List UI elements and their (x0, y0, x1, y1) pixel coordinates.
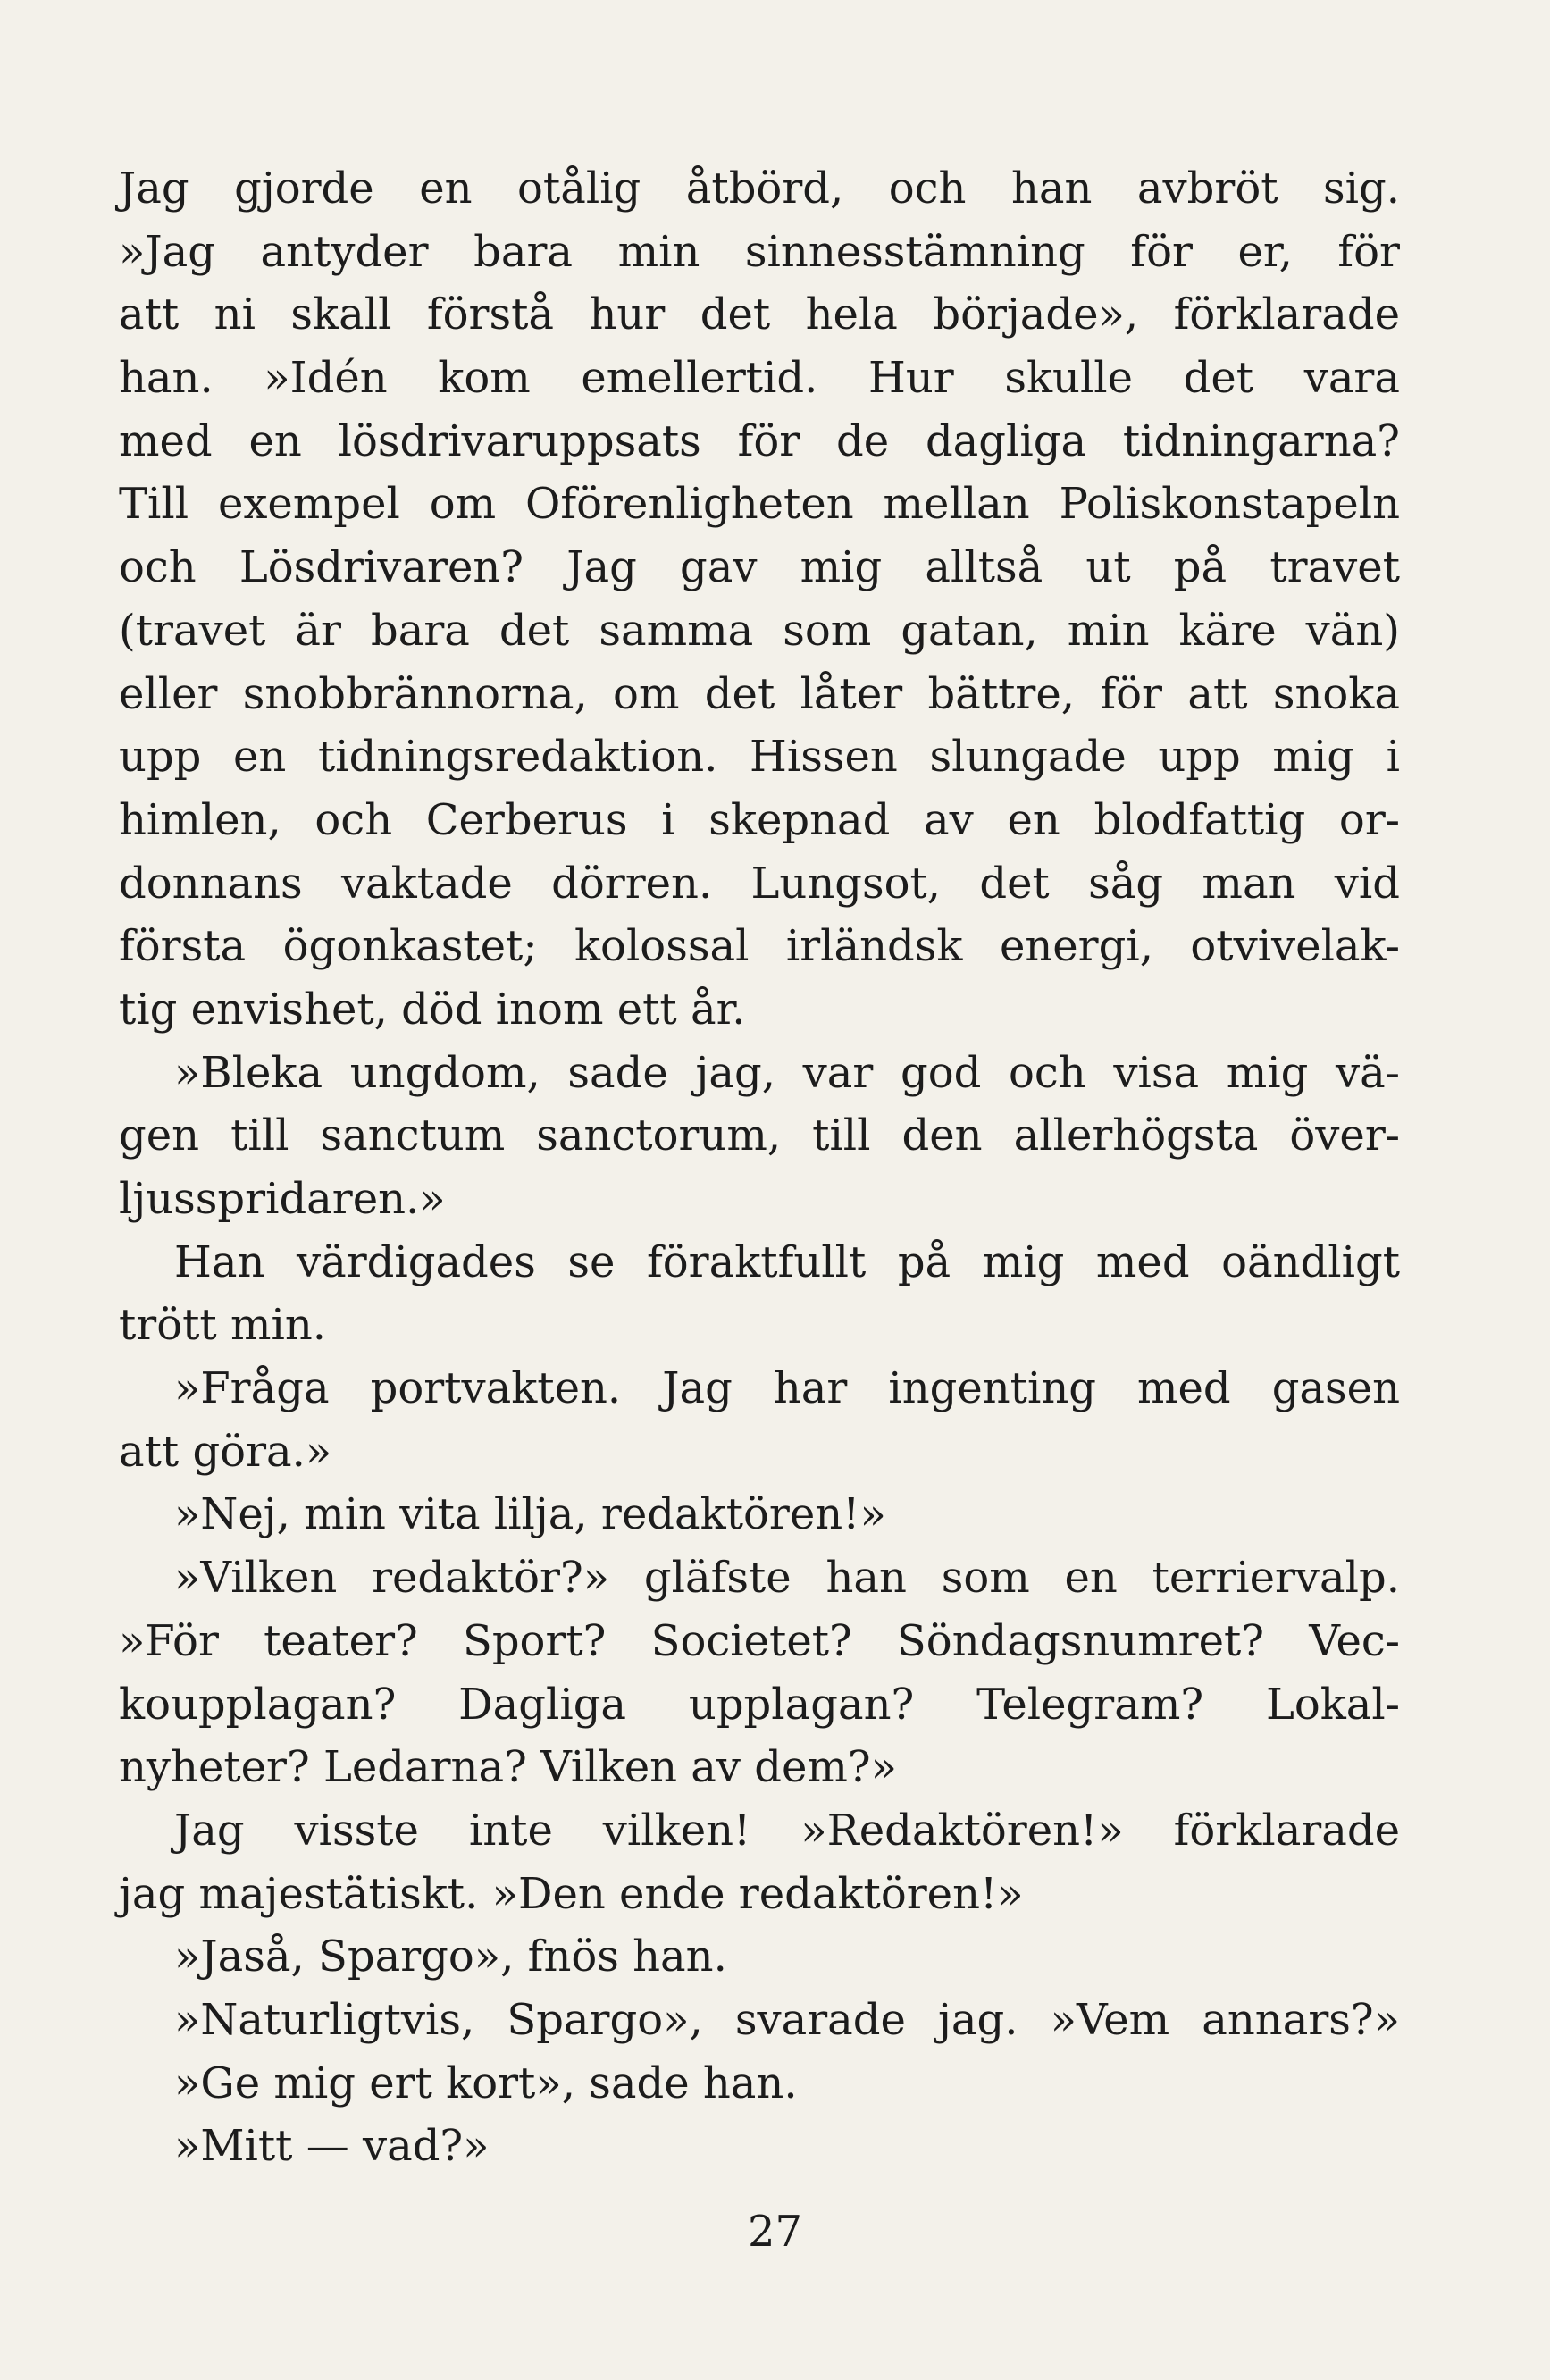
text-line: att ni skall förstå hur det hela började», förklarade (119, 289, 1400, 340)
text-line: ljusspridaren.» (119, 1174, 446, 1224)
text-line: »Naturligtvis, Spargo», svarade jag. »Vem annars?» (174, 1994, 1400, 2045)
text-line: jag majestätiskt. »Den ende redaktören!» (119, 1868, 1024, 1919)
text-line: »Bleka ungdom, sade jag, var god och visa mig vä- (174, 1047, 1400, 1098)
text-line: »Nej, min vita lilja, redaktören!» (174, 1489, 886, 1540)
text-line: Jag gjorde en otålig åtbörd, och han avbröt sig. (119, 163, 1400, 214)
text-line: trött min. (119, 1300, 327, 1351)
text-line: han. »Idén kom emellertid. Hur skulle det vara (119, 353, 1400, 404)
text-line: Han värdigades se föraktfullt på mig med oändligt (174, 1236, 1400, 1287)
text-line: »Jag antyder bara min sinnesstämning för er, för (119, 226, 1400, 277)
text-line: »Vilken redaktör?» gläfste han som en terriervalp. (174, 1553, 1400, 1604)
text-line: eller snobbrännorna, om det låter bättre, för att snoka (119, 668, 1400, 719)
text-line: Till exempel om Oförenligheten mellan Poliskonstapeln (119, 479, 1400, 530)
text-line: gen till sanctum sanctorum, till den allerhögsta över- (119, 1110, 1400, 1161)
text-line: »Fråga portvakten. Jag har ingenting med gasen (174, 1363, 1400, 1414)
body-text (119, 157, 1400, 2178)
text-line: (travet är bara det samma som gatan, min käre vän) (119, 605, 1400, 656)
text-line: »För teater? Sport? Societet? Söndagsnumret? Vec- (119, 1615, 1400, 1666)
text-line: första ögonkastet; kolossal irländsk energi, otvivelak- (119, 921, 1400, 972)
text-line: Jag visste inte vilken! »Redaktören!» förklarade (174, 1805, 1400, 1856)
text-line: och Lösdrivaren? Jag gav mig alltså ut på travet (119, 542, 1400, 593)
text-line: med en lösdrivaruppsats för de dagliga tidningarna? (119, 415, 1400, 466)
text-line: »Ge mig ert kort», sade han. (174, 2057, 798, 2108)
text-line: koupplagan? Dagliga upplagan? Telegram? Lokal- (119, 1679, 1400, 1730)
text-line: upp en tidningsredaktion. Hissen slungade upp mig i (119, 732, 1400, 783)
text-line: donnans vaktade dörren. Lungsot, det såg man vid (119, 858, 1400, 909)
page-number: 27 (747, 2207, 803, 2257)
text-line: tig envishet, död inom ett år. (119, 984, 746, 1035)
text-line: himlen, och Cerberus i skepnad av en blodfattig or- (119, 794, 1400, 845)
text-line: »Mitt — vad?» (174, 2121, 490, 2172)
text-line: nyheter? Ledarna? Vilken av dem?» (119, 1742, 898, 1793)
text-line: att göra.» (119, 1426, 332, 1477)
text-line: »Jaså, Spargo», fnös han. (174, 1932, 727, 1982)
